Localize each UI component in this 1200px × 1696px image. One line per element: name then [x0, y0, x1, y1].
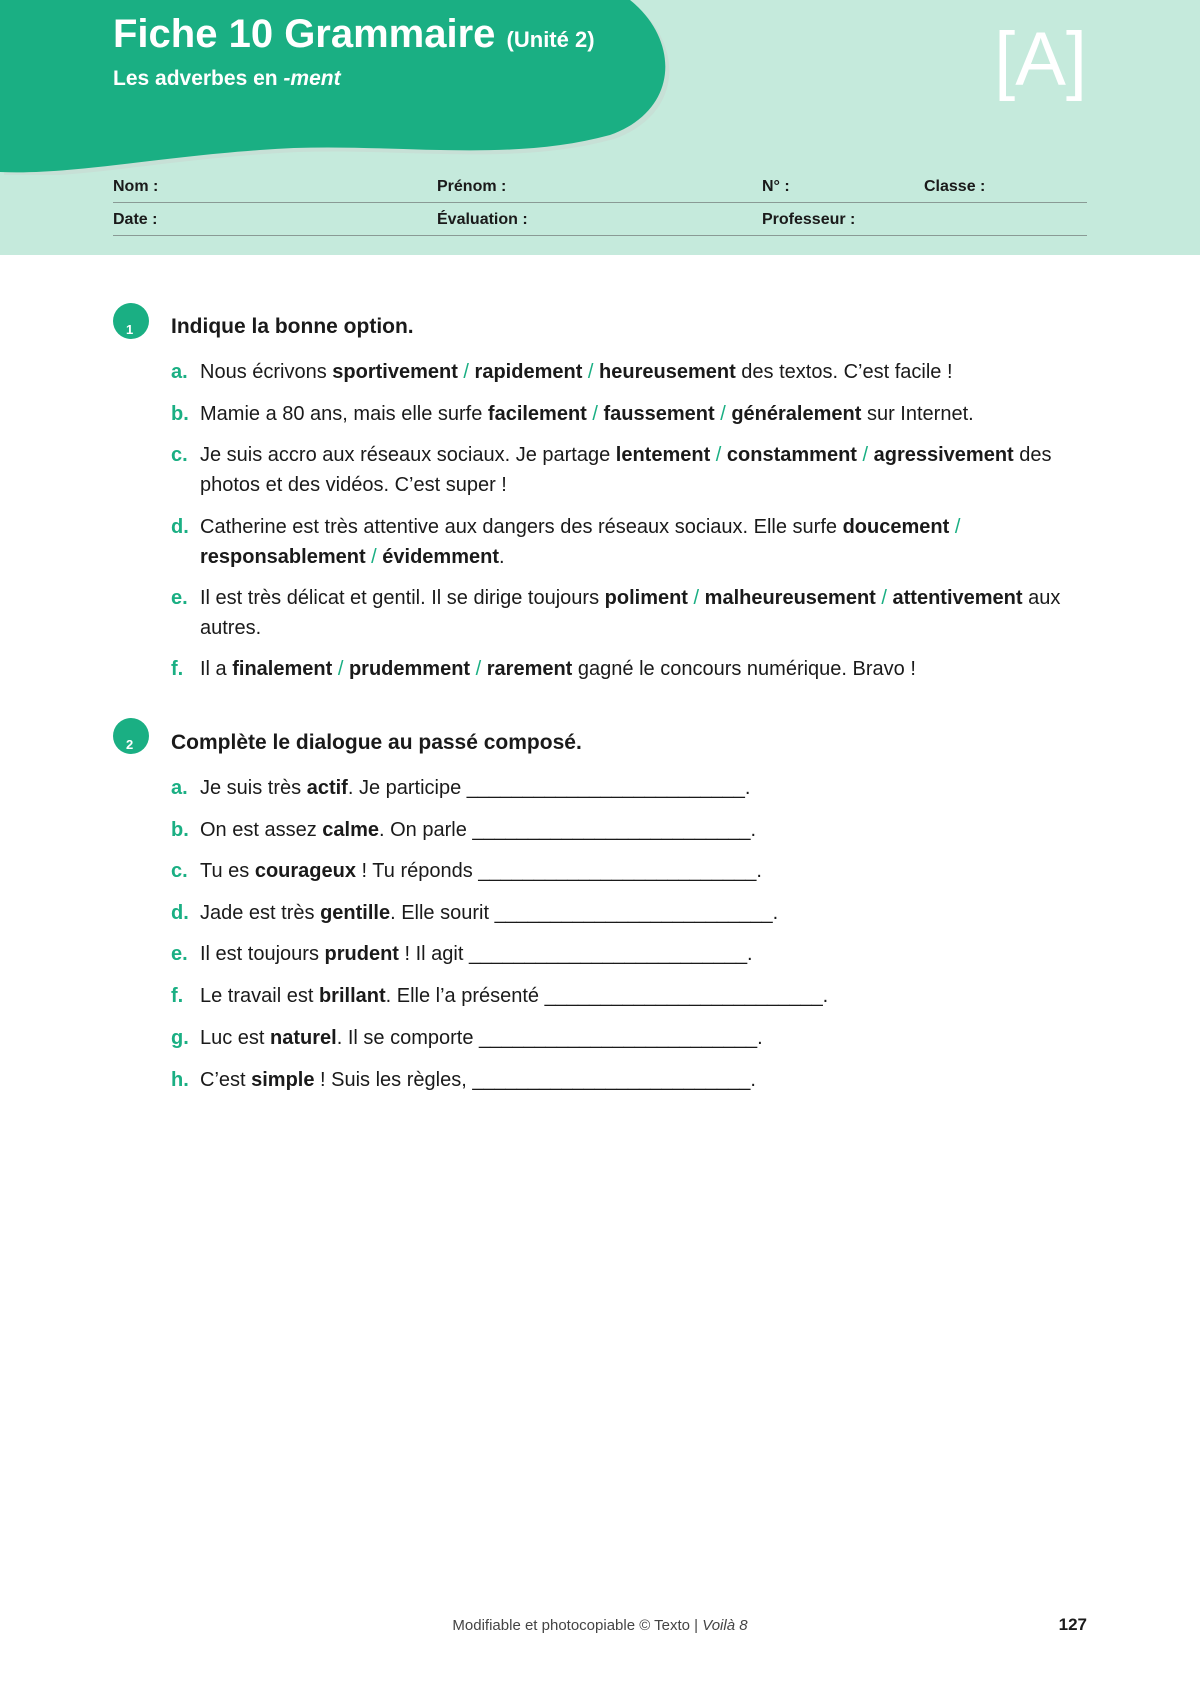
page-number: 127: [1058, 1615, 1087, 1634]
list-item: e. Il est toujours prudent ! Il agit _________________________.: [171, 943, 753, 965]
option[interactable]: évidemment: [382, 546, 499, 568]
footer: Modifiable et photocopiable © Texto | Voilà 8: [452, 1617, 748, 1634]
list-item: a. Je suis très actif. Je participe _________________________.: [171, 777, 751, 799]
list-item: g. Luc est naturel. Il se comporte _________________________.: [171, 1027, 763, 1049]
page-subtitle: Les adverbes en -ment: [113, 67, 341, 90]
unit-label: (Unité 2): [506, 27, 595, 52]
list-item: e. Il est très délicat et gentil. Il se dirige toujours poliment / malheureusement / attentivement aux autres.: [171, 587, 1061, 639]
list-item: a. Nous écrivons sportivement / rapidement / heureusement des textos. C’est facile !: [171, 361, 953, 383]
option[interactable]: poliment: [604, 587, 688, 609]
answer-blank[interactable]: _________________________.: [466, 777, 751, 799]
professeur-field[interactable]: Professeur :: [762, 211, 856, 228]
prenom-field[interactable]: Prénom :: [437, 178, 507, 195]
date-field[interactable]: Date :: [113, 211, 158, 228]
answer-blank[interactable]: _________________________.: [478, 860, 762, 882]
list-item: c. Je suis accro aux réseaux sociaux. Je partage lentement / constamment / agressivement des photos et des vidéos. C’est super !: [171, 444, 1052, 496]
option[interactable]: rarement: [486, 658, 573, 680]
option[interactable]: finalement: [232, 658, 333, 680]
level-badge: [A]: [994, 17, 1087, 102]
option[interactable]: responsablement: [200, 546, 366, 568]
list-item: h. C’est simple ! Suis les règles, _________________________.: [171, 1069, 756, 1091]
exercise-number-badge: 1: [113, 303, 149, 339]
form-row-1: [113, 170, 1087, 203]
option[interactable]: constamment: [726, 444, 857, 466]
exercise-title: Indique la bonne option.: [171, 315, 414, 338]
form-row-2: [113, 203, 1087, 236]
option[interactable]: sportivement: [332, 361, 458, 383]
evaluation-field[interactable]: Évaluation :: [437, 211, 528, 228]
option[interactable]: rapidement: [474, 361, 583, 383]
option[interactable]: attentivement: [892, 587, 1023, 609]
answer-blank[interactable]: _________________________.: [494, 902, 779, 924]
answer-blank[interactable]: _________________________.: [472, 1069, 756, 1091]
option[interactable]: faussement: [603, 403, 715, 425]
answer-blank[interactable]: _________________________.: [468, 943, 753, 965]
answer-blank[interactable]: _________________________.: [544, 985, 829, 1007]
option[interactable]: généralement: [731, 403, 862, 425]
option[interactable]: malheureusement: [704, 587, 876, 609]
option[interactable]: doucement: [842, 516, 950, 538]
classe-field[interactable]: Classe :: [924, 178, 986, 195]
option[interactable]: prudemment: [348, 658, 471, 680]
nom-field[interactable]: Nom :: [113, 178, 159, 195]
page-title: Fiche 10 Grammaire (Unité 2): [113, 12, 595, 56]
answer-blank[interactable]: _________________________.: [479, 1027, 763, 1049]
list-item: b. On est assez calme. On parle _________________________.: [171, 819, 757, 841]
answer-blank[interactable]: _________________________.: [472, 819, 757, 841]
list-item: f. Il a finalement / prudemment / rarement gagné le concours numérique. Bravo !: [171, 658, 916, 680]
list-item: d. Jade est très gentille. Elle sourit _________________________.: [171, 902, 779, 924]
option[interactable]: facilement: [487, 403, 587, 425]
numero-field[interactable]: N° :: [762, 178, 790, 195]
option[interactable]: lentement: [615, 444, 711, 466]
option[interactable]: agressivement: [873, 444, 1014, 466]
list-item: d. Catherine est très attentive aux dangers des réseaux sociaux. Elle surfe doucement / responsablement / évidemment.: [171, 516, 961, 568]
option[interactable]: heureusement: [599, 361, 736, 383]
list-item: f. Le travail est brillant. Elle l’a présenté _________________________.: [171, 985, 829, 1007]
exercise-title: Complète le dialogue au passé composé.: [171, 731, 582, 754]
exercise-number-badge: 2: [113, 718, 149, 754]
list-item: b. Mamie a 80 ans, mais elle surfe facilement / faussement / généralement sur Internet.: [171, 403, 974, 425]
list-item: c. Tu es courageux ! Tu réponds _________________________.: [171, 860, 762, 882]
